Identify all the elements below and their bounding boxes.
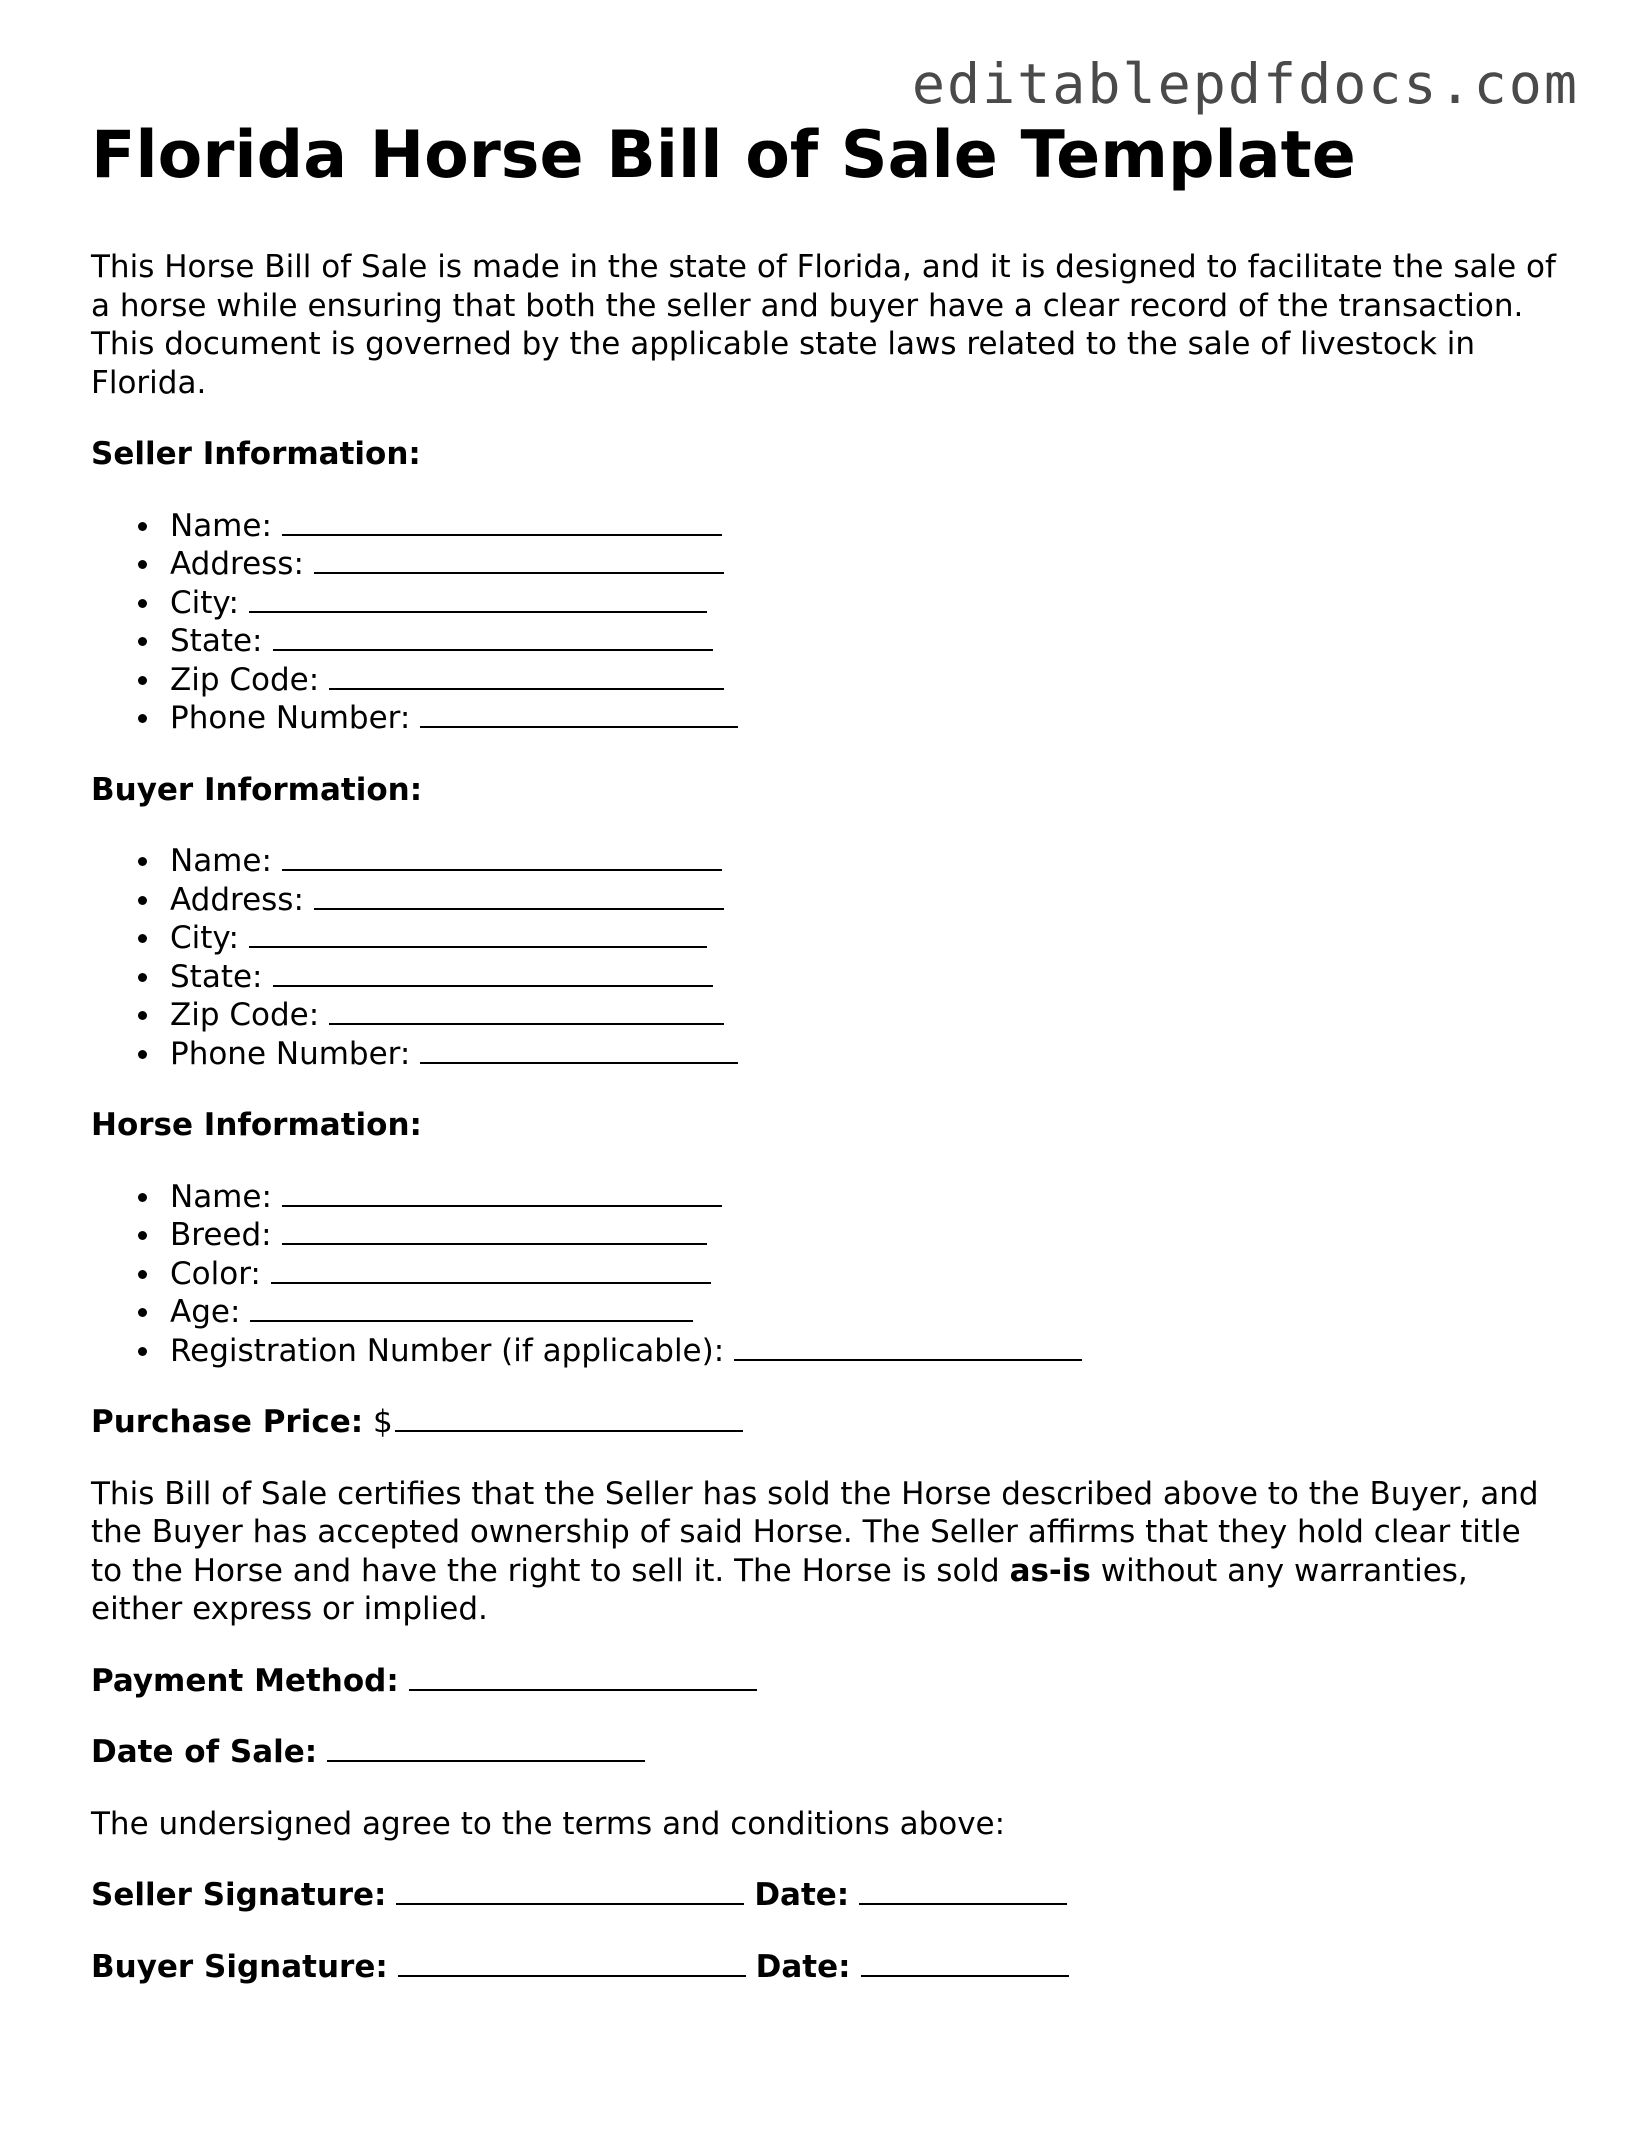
field-label: Color: — [170, 1255, 261, 1292]
horse-name-field[interactable] — [282, 1178, 722, 1207]
seller-signature-label: Seller Signature: — [91, 1877, 387, 1913]
payment-method-field[interactable] — [409, 1662, 757, 1691]
field-label: Name: — [170, 507, 272, 544]
field-label: Registration Number (if applicable): — [170, 1332, 725, 1369]
seller-date-field[interactable] — [859, 1876, 1067, 1905]
seller-name-field[interactable] — [282, 507, 722, 536]
field-label: Phone Number: — [170, 700, 411, 736]
intro-paragraph: This Horse Bill of Sale is made in the state of Florida, and it is designed to facilitate the sale of a horse while ensuring that both the seller and buyer have a clear record of the transaction. This document is governed by the applicable state laws related to the sale of livestock in Florida. — [91, 249, 1556, 401]
buyer-heading: Buyer Information: — [91, 771, 423, 808]
field-label: State: — [170, 958, 263, 995]
field-label: Breed: — [170, 1217, 272, 1253]
page-title: Florida Horse Bill of Sale Template — [91, 118, 1356, 193]
seller-name-item — [170, 507, 1561, 546]
seller-state-field[interactable] — [273, 622, 713, 651]
field-label: State: — [170, 623, 263, 659]
buyer-state-item — [170, 958, 1561, 997]
field-label: Zip Code: — [170, 661, 320, 698]
seller-address-field[interactable] — [314, 545, 724, 574]
buyer-signature-label: Buyer Signature: — [91, 1948, 388, 1985]
as-is-emphasis: as-is — [1009, 1552, 1091, 1589]
buyer-date-field[interactable] — [861, 1948, 1069, 1977]
certification-text: This Bill of Sale certifies that the Seller has sold the Horse described above to the Buyer, and the Buyer has accepted ownership of said Horse. The Seller affirms that they hold clear title to the Horse and have the right to sell it. The Horse is sold — [91, 1475, 1539, 1589]
seller-phone-field[interactable] — [420, 699, 738, 728]
buyer-address-item — [170, 881, 1561, 920]
horse-age-item — [170, 1293, 1561, 1332]
buyer-signature-line — [91, 1948, 1561, 1987]
watermark: editablepdfdocs.com — [911, 52, 1579, 116]
buyer-city-field[interactable] — [249, 919, 707, 948]
field-label: Zip Code: — [170, 997, 320, 1033]
horse-breed-field[interactable] — [282, 1216, 707, 1245]
field-label: Name: — [170, 1178, 272, 1215]
date-of-sale-field[interactable] — [327, 1733, 645, 1762]
buyer-signature-field[interactable] — [398, 1948, 746, 1977]
payment-method-label: Payment Method: — [91, 1662, 399, 1699]
certification-paragraph — [91, 1475, 1561, 1629]
seller-phone-item — [170, 699, 1561, 738]
buyer-phone-field[interactable] — [420, 1035, 738, 1064]
buyer-zip-item — [170, 996, 1561, 1035]
field-label: City: — [170, 584, 239, 621]
field-label: Address: — [170, 881, 304, 918]
horse-breed-item — [170, 1216, 1561, 1255]
agreement-statement: The undersigned agree to the terms and conditions above: — [91, 1805, 1006, 1842]
seller-city-field[interactable] — [249, 584, 707, 613]
horse-registration-field[interactable] — [734, 1332, 1082, 1361]
seller-signature-line — [91, 1876, 1561, 1915]
buyer-zip-field[interactable] — [329, 996, 724, 1025]
buyer-date-label: Date: — [755, 1948, 851, 1985]
horse-fields — [91, 1178, 1561, 1371]
horse-registration-item — [170, 1332, 1561, 1371]
seller-date-label: Date: — [754, 1877, 850, 1913]
buyer-name-field[interactable] — [282, 842, 722, 871]
seller-signature-field[interactable] — [396, 1876, 744, 1905]
currency-symbol: $ — [373, 1404, 393, 1440]
purchase-price-line — [91, 1403, 1561, 1442]
buyer-fields — [91, 842, 1561, 1073]
date-of-sale-label: Date of Sale: — [91, 1734, 318, 1770]
seller-address-item — [170, 545, 1561, 584]
field-label: Name: — [170, 843, 272, 879]
field-label: Address: — [170, 546, 304, 582]
horse-color-field[interactable] — [271, 1255, 711, 1284]
seller-state-item — [170, 622, 1561, 661]
buyer-state-field[interactable] — [273, 958, 713, 987]
seller-city-item — [170, 584, 1561, 623]
horse-color-item — [170, 1255, 1561, 1294]
buyer-phone-item — [170, 1035, 1561, 1074]
seller-fields — [91, 507, 1561, 738]
field-label: Phone Number: — [170, 1035, 411, 1072]
buyer-name-item — [170, 842, 1561, 881]
horse-heading: Horse Information: — [91, 1107, 422, 1143]
certification-text-end: without any warranties, either express or implied. — [91, 1552, 1468, 1627]
seller-zip-field[interactable] — [329, 661, 724, 690]
buyer-city-item — [170, 919, 1561, 958]
field-label: Age: — [170, 1294, 241, 1330]
document-page — [91, 116, 1561, 1986]
horse-name-item — [170, 1178, 1561, 1217]
payment-method-line — [91, 1662, 1561, 1701]
purchase-price-field[interactable] — [395, 1403, 743, 1432]
buyer-address-field[interactable] — [314, 881, 724, 910]
date-of-sale-line — [91, 1733, 1561, 1772]
horse-age-field[interactable] — [250, 1293, 693, 1322]
seller-zip-item — [170, 661, 1561, 700]
field-label: City: — [170, 920, 239, 956]
seller-heading: Seller Information: — [91, 436, 421, 472]
purchase-price-label: Purchase Price: — [91, 1404, 364, 1440]
